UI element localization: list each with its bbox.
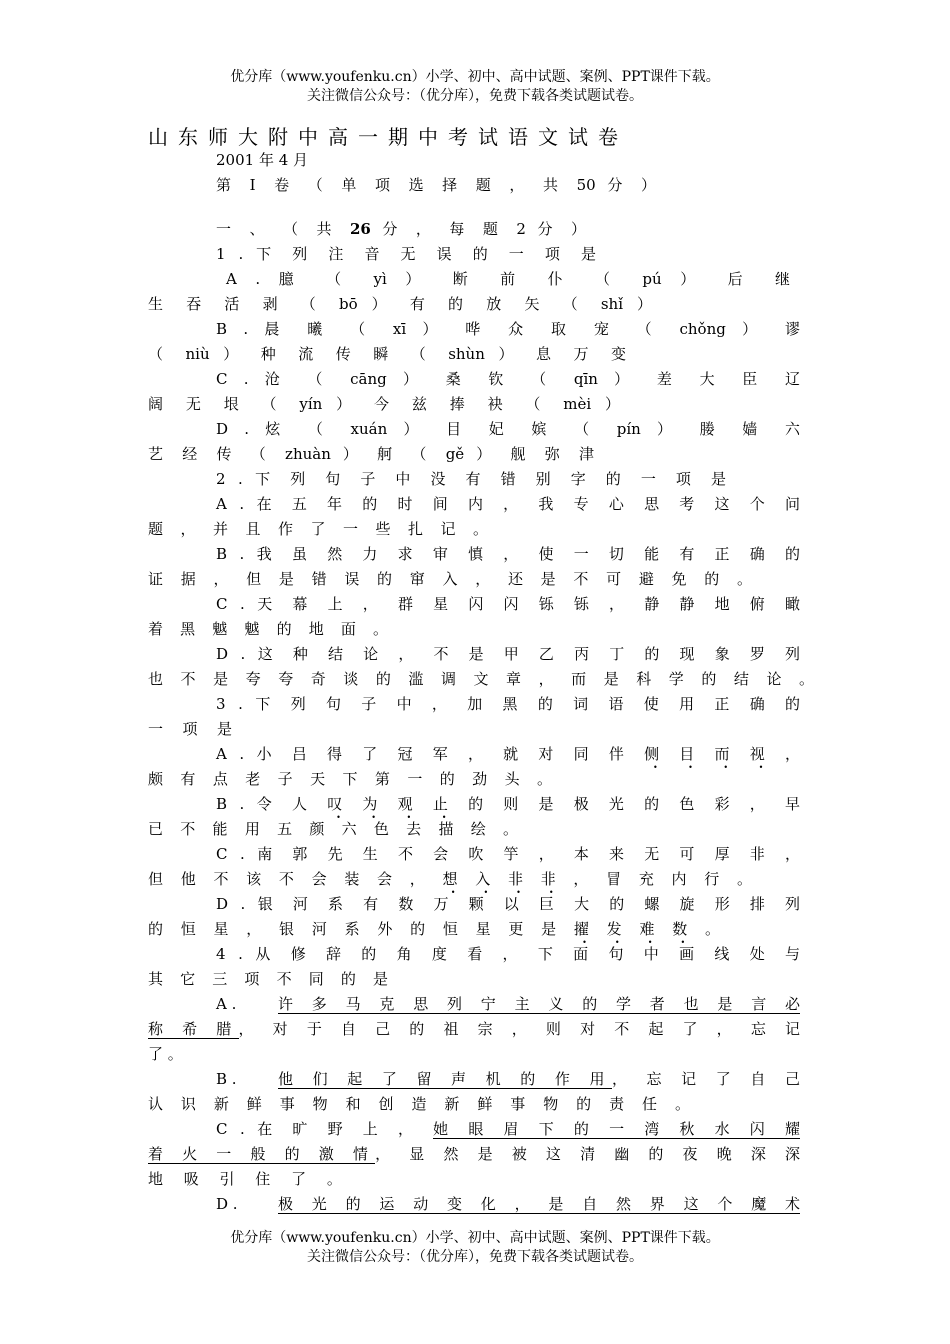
q4-option-c-end: 地 吸 引 住 了 。 [148,1170,350,1188]
q2-option-c: C . 天 幕 上 ， 群 星 闪 闪 铄 铄 ， 静 静 地 俯 瞰 [216,595,800,613]
q4-option-d: 极 光 的 运 动 变 化 ， 是 自 然 界 这 个 魔 术 [278,1195,800,1213]
header-line-1: 优分库（www.youfenku.cn）小学、初中、高中试题、案例、PPT课件下载。 [230,69,720,85]
footer-line-1: 优分库（www.youfenku.cn）小学、初中、高中试题、案例、PPT课件下载。 [230,1230,720,1246]
question-1: 1 . 下 列 注 音 无 误 的 一 项 是 [216,245,596,263]
q1-option-d-cont: 艺 经 传 （ zhuàn ） 舸 （ gě ） 舰 弥 津 [148,445,594,463]
q2-option-b: B . 我 虽 然 力 求 审 慎 ， 使 一 切 能 有 正 确 的 [216,545,800,563]
q3-option-b-cont: 已 不 能 用 五 颜 六 色 去 描 绘 。 [148,820,518,838]
q1-option-c: C . 沧 （ cāng ） 桑 钦 （ qīn ） 差 大 臣 辽 [216,370,800,388]
q1-option-c-cont: 阔 无 垠 （ yín ） 今 兹 捧 袂 （ mèi ） [148,395,620,413]
q1-option-d: D . 炫 （ xuán ） 目 妃 嫔 （ pín ） 媵 嫱 六 [216,420,800,438]
section-heading: 一 、 （ 共 26 分 ， 每 题 2 分 ） [216,220,587,238]
q1-option-b: B . 晨 曦 （ xī ） 哗 众 取 宠 （ chǒng ） 谬 [216,320,800,338]
q4-option-a-cont: 称 希 腊， 对 于 自 己 的 祖 宗 ， 则 对 不 起 了 ， 忘 记 [148,1020,800,1038]
page-title: 山东师大附中高一期中考试语文试卷 [148,125,628,149]
q4-option-d-label: D . [216,1195,238,1213]
q2-option-c-cont: 着 黑 魆 魆 的 地 面 。 [148,620,388,638]
q3-option-b: B . 令 人 叹 为 观 止 的 则 是 极 光 的 色 彩 ， 早 [216,795,800,813]
q1-option-b-cont: （ niù ） 种 流 传 瞬 （ shùn ） 息 万 变 [148,345,626,363]
q4-option-b: 他 们 起 了 留 声 机 的 作 用， 忘 记 了 自 己 [278,1070,800,1088]
q3-option-d-cont: 的 恒 星 ， 银 河 系 外 的 恒 星 更 是 擢 发 难 数 。 [148,920,720,938]
q3-option-a-cont: 颇 有 点 老 子 天 下 第 一 的 劲 头 。 [148,770,552,788]
q2-option-b-cont: 证 据 ， 但 是 错 误 的 窜 入 ， 还 是 不 可 避 免 的 。 [148,570,752,588]
q2-option-d-cont: 也 不 是 夸 夸 奇 谈 的 滥 调 文 章 ， 而 是 科 学 的 结 论 。 [148,670,814,688]
q4-option-c-cont: 着 火 一 般 的 激 情， 显 然 是 被 这 清 幽 的 夜 晚 深 深 [148,1145,801,1163]
q4-option-a: 许 多 马 克 思 列 宁 主 义 的 学 者 也 是 言 必 [278,995,800,1013]
q4-option-b-cont: 认 识 新 鲜 事 物 和 创 造 新 鲜 事 物 的 责 任 。 [148,1095,690,1113]
question-3-cont: 一 项 是 [148,720,232,738]
footer-line-2: 关注微信公众号：（优分库），免费下载各类试题试卷。 [307,1249,643,1265]
q4-option-a-end: 了 。 [148,1045,183,1063]
q3-option-a: A . 小 吕 得 了 冠 军 ， 就 对 同 伴 侧 目 而 视 ， [216,745,800,763]
question-4: 4 . 从 修 辞 的 角 度 看 ， 下 面 句 中 画 线 处 与 [216,945,800,963]
question-3: 3 . 下 列 句 子 中 ， 加 黑 的 词 语 使 用 正 确 的 [216,695,800,713]
q2-option-a: A . 在 五 年 的 时 间 内 ， 我 专 心 思 考 这 个 问 [216,495,800,513]
question-4-cont: 其 它 三 项 不 同 的 是 [148,970,388,988]
volume-heading: 第 Ⅰ 卷 （ 单 项 选 择 题 ， 共 50 分 ） [216,176,656,194]
q3-option-c-cont: 但 他 不 该 不 会 装 会 ， 想 入 非 非 ， 冒 充 内 行 。 [148,870,752,888]
q4-option-c: C . 在 旷 野 上 ， 她 眼 眉 下 的 一 湾 秋 水 闪 耀 [216,1120,800,1138]
q2-option-a-cont: 题 ， 并 且 作 了 一 些 扎 记 。 [148,520,488,538]
question-2: 2 . 下 列 句 子 中 没 有 错 别 字 的 一 项 是 [216,470,726,488]
exam-date: 2001 年 4 月 [216,151,309,169]
q3-option-d: D . 银 河 系 有 数 万 颗 以 巨 大 的 螺 旋 形 排 列 [216,895,800,913]
q1-option-a-cont: 生 吞 活 剥 （ bō ） 有 的 放 矢 （ shǐ ） [148,295,652,313]
q4-option-b-label: B . [216,1070,237,1088]
header-line-2: 关注微信公众号：（优分库），免费下载各类试题试卷。 [307,88,643,104]
q2-option-d: D . 这 种 结 论 ， 不 是 甲 乙 丙 丁 的 现 象 罗 列 [216,645,800,663]
q4-option-a-label: A . [216,995,237,1013]
q3-option-c: C . 南 郭 先 生 不 会 吹 竽 ， 本 来 无 可 厚 非 ， [216,845,800,863]
q1-option-a: A . 臆 （ yì ） 断 前 仆 （ pú ） 后 继 [226,270,790,288]
